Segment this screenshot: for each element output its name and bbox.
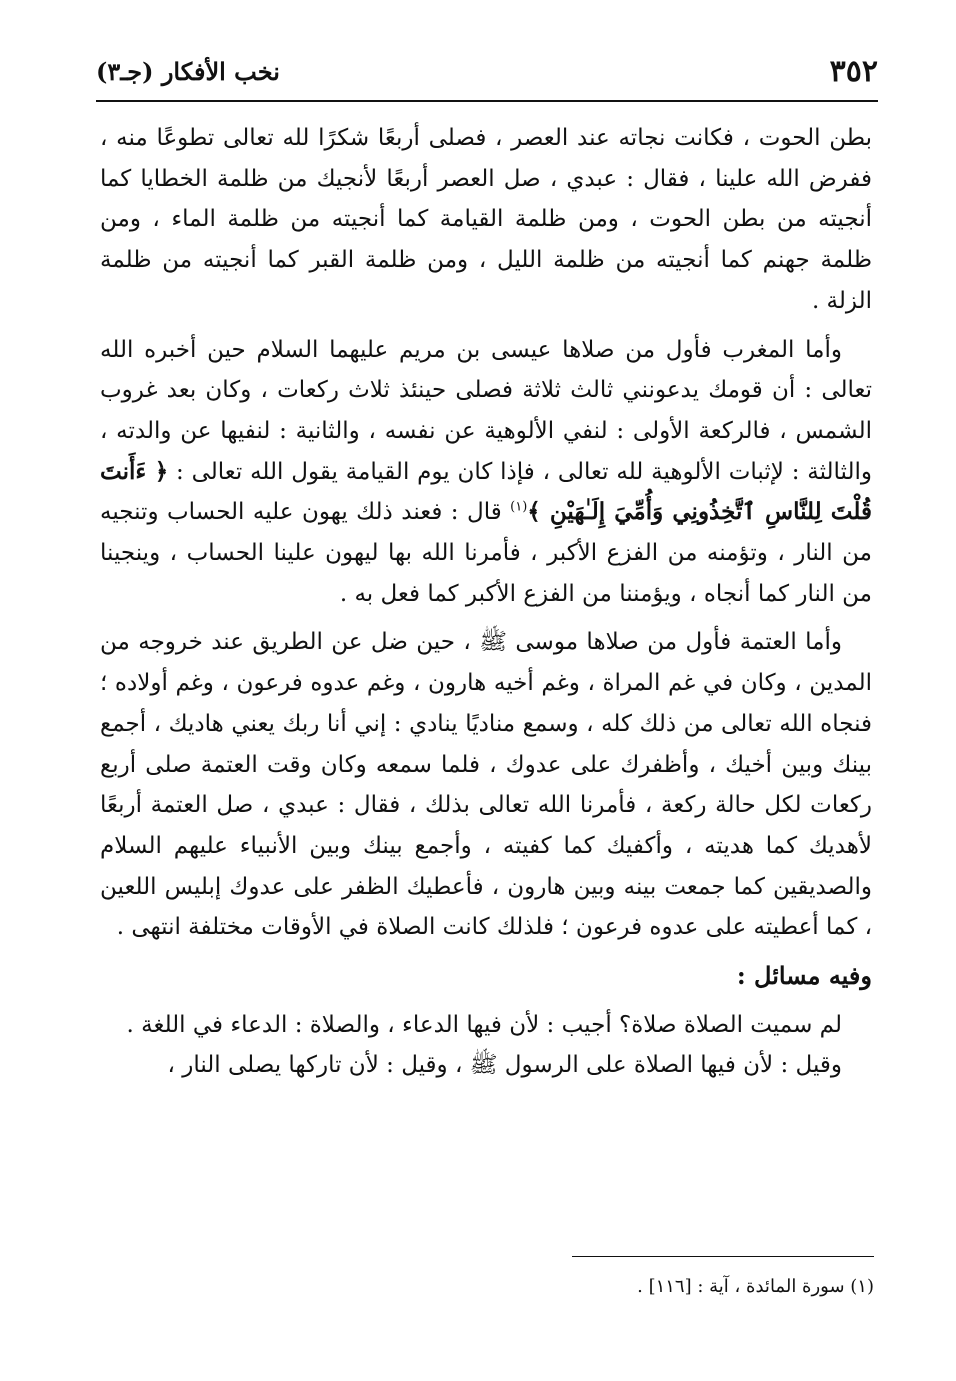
section-heading: وفيه مسائل : — [736, 961, 872, 991]
footnote-marker: (١) — [510, 499, 528, 515]
header-divider — [96, 100, 878, 102]
page-header — [96, 52, 878, 96]
footnote: (١) سورة المائدة ، آية : [١١٦] . — [637, 1276, 874, 1297]
footnote-divider — [572, 1256, 874, 1257]
paragraph-maghrib-text-continued: قال : فعند ذلك يهون عليه الحساب وتنجيه من النار ، وتؤمنه من الفزع الأكبر ، فأمرنا الله بها ليهون علينا الحساب ، وينجينا من النار كما أنجاه ، ويؤمننا من الفزع الأكبر كما فعل به . — [100, 499, 872, 607]
paragraph-question: لم سميت الصلاة صلاة؟ أجيب : لأن فيها الدعاء ، والصلاة : الدعاء في اللغة . — [126, 1011, 842, 1038]
quran-verse: ﴿ ءَأَنتَ قُلْتَ لِلنَّاسِ ٱتَّخِذُونِي وَأُمِّيَ إِلَـٰهَيْنِ ﴾ — [100, 457, 872, 526]
page-number: ٣٥٢ — [829, 54, 878, 89]
paragraph-maghrib — [100, 330, 872, 615]
running-title: نخب الأفكار (جـ٣) — [96, 57, 280, 86]
paragraph-maghrib-text: وأما المغرب فأول من صلاها عيسى بن مريم عليهما السلام حين أخبره الله تعالى : أن قومك يدعونني ثالث ثلاثة فصلى حينئذ ثلاث ركعات ، وكان بعد غروب الشمس ، فالركعة الأولى : لنفي الألوهية عن نفسه ، والثانية : لنفيها عن والدته ، والثالثة : لإثبات الألوهية لله تعالى ، فإذا كان يوم القيامة يقول الله تعالى : — [100, 336, 872, 485]
paragraph-atama: وأما العتمة فأول من صلاها موسى ﷺ ، حين ضل عن الطريق عند خروجه من المدين ، وكان في غم المراة ، وغم أخيه هارون ، وغم عدوه فرعون ، وغم أولاده ؛ فنجاه الله تعالى من ذلك كله ، وسمع مناديًا ينادي : إني أنا ربك يعني هاديك ، أجمع بينك وبين أخيك ، وأظفرك على عدوك ، فلما سمعه وكان وقت العتمة صلى أربع ركعات لكل حالة ركعة ، فأمرنا الله تعالى بذلك ، فقال : عبدي ، صل العتمة أربعًا لأهديك كما هديته ، وأكفيك كما كفيته ، وأجمع بينك وبين الأنبياء عليهم السلام والصديقين كما جمعت بينه وبين هارون ، فأعطيك الظفر على عدوك إبليس اللعين ، كما أعطيته على عدوه فرعون ؛ فلذلك كانت الصلاة في الأوقات مختلفة انتهى . — [100, 629, 872, 941]
body-text — [100, 118, 872, 1086]
paragraph-asr-continuation: بطن الحوت ، فكانت نجاته عند العصر ، فصلى أربعًا شكرًا لله تعالى تطوعًا منه ، ففرض الله علينا ، فقال : عبدي ، صل العصر أربعًا لأنجيك من ظلمة الخطايا كما أنجيته من بطن الحوت ، ومن ظلمة القيامة كما أنجيته من ظلمة الماء ، ومن ظلمة جهنم كما أنجيته من ظلمة الليل ، ومن ظلمة القبر كما أنجيته من ظلمة الزلة . — [100, 125, 872, 314]
paragraph-answer: وقيل : لأن فيها الصلاة على الرسول ﷺ ، وقيل : لأن تاركها يصلى النار ، — [167, 1052, 842, 1079]
